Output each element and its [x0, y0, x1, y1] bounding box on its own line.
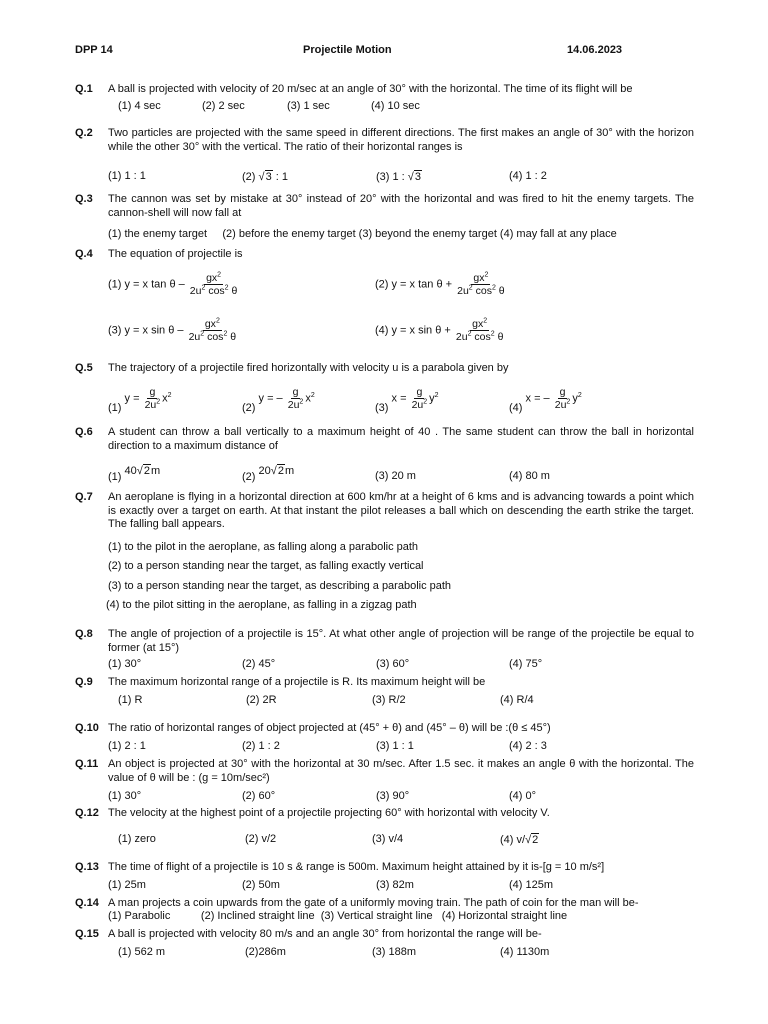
question-text: The equation of projectile is [108, 248, 243, 260]
options-q11 [108, 790, 694, 806]
radical-sign: √ [136, 465, 143, 477]
option-3: (3) 60° [376, 658, 410, 670]
option-2: (2) 45° [242, 658, 276, 670]
option-3: (3) 1 : 1 [376, 740, 414, 752]
question-number: Q.10 [75, 722, 99, 734]
radical-sign: √ [407, 171, 414, 183]
option-2: (2)286m [245, 946, 286, 958]
option-3: (3) to a person standing near the target, as describing a parabolic path [108, 580, 452, 592]
question-text: The trajectory of a projectile fired horizontally with velocity u is a parabola given by [108, 362, 509, 374]
option-3: (3) 90° [376, 790, 410, 802]
option-4: (4) v/√2 [500, 834, 539, 846]
question-text: The time of flight of a projectile is 10 s & range is 500m. Maximum height attained by it is-[g = 10 m/s²] [108, 861, 605, 873]
question-text: A student can throw a ball vertically to a maximum height of 40 . The same student can throw the ball in horizontal direction to a maximum distance of [108, 426, 694, 452]
option-3 [376, 170, 422, 183]
option-2: (2) 1 : 2 [242, 740, 280, 752]
doc-date: 14.06.2023 [567, 44, 623, 56]
option-label: (2) [242, 171, 256, 183]
option-1: (1) to the pilot in the aeroplane, as falling along a parabolic path [108, 541, 419, 553]
option-label: (3) 1 : [376, 171, 405, 183]
option-4: (4) x = – $\frac{g}{2u^2}$ $y^2$ [509, 386, 582, 415]
sqrt-three: 3 [414, 171, 421, 183]
option-label: (2) [242, 402, 256, 415]
doc-title: Projectile Motion [303, 44, 392, 56]
question-15 [75, 928, 694, 942]
option-4: (4) to the pilot sitting in the aeroplane, as falling in a zigzag path [106, 599, 417, 611]
option-2: (2) 20√2m [242, 465, 295, 483]
question-number: Q.13 [75, 861, 99, 873]
option-3: (3) v/4 [372, 833, 404, 845]
option-4: (4) 80 m [509, 470, 550, 482]
options-q2 [108, 170, 694, 186]
question-number: Q.6 [75, 426, 93, 438]
question-7 [75, 491, 694, 532]
option-1: (1) 40√2m [108, 465, 161, 483]
question-number: Q.4 [75, 248, 93, 260]
fraction: $\frac{gx^2}{2u^2 \cos^2 \theta}$ [188, 317, 237, 343]
option-1: (1) 562 m [118, 946, 166, 958]
question-14 [75, 897, 694, 911]
question-text: A man projects a coin upwards from the gate of a uniformly moving train. The path of coin for the man will be- [108, 897, 639, 909]
options-q14: (1) Parabolic (2) Inclined straight line (3) Vertical straight line (4) Horizontal straight line [108, 910, 568, 922]
option-ratio: : 1 [275, 171, 288, 183]
option-2: (2) y = – $\frac{g}{2u^2}$ $x^2$ [242, 386, 315, 415]
question-1 [75, 83, 694, 97]
doc-code: DPP 14 [75, 44, 113, 56]
question-12 [75, 807, 694, 821]
option-4: (4) 10 sec [371, 100, 420, 112]
question-number: Q.5 [75, 362, 93, 374]
options-q15 [108, 946, 694, 962]
option-label: (1) [108, 402, 122, 415]
question-number: Q.1 [75, 83, 93, 95]
option-4: (4) R/4 [500, 694, 534, 706]
option-1: (1) R [118, 694, 143, 706]
option-expr: (1) y = x tan θ – [108, 278, 185, 291]
option-expr: (4) y = x sin θ + [375, 324, 451, 337]
options-q9 [108, 694, 694, 710]
options-q13 [108, 879, 694, 895]
radical-sign: √ [258, 171, 265, 183]
option-1: (1) zero [118, 833, 156, 845]
option-2: (2) 50m [242, 879, 280, 891]
option-2: (2) 60° [242, 790, 276, 802]
option-3: (3) 82m [376, 879, 414, 891]
option-label: (3) [375, 402, 389, 415]
question-text: An object is projected at 30° with the horizontal at 30 m/sec. After 1.5 sec. it makes an angle θ with the horizontal. The value of θ will be : (g = 10m/sec²) [108, 758, 694, 784]
fraction: $\frac{gx^2}{2u^2 \cos^2 \theta}$ [455, 317, 504, 343]
question-11 [75, 758, 694, 785]
question-text: The angle of projection of a projectile is 15°. At what other angle of projection will be range of the projectile be equal to former (at 15°) [108, 628, 694, 654]
sqrt-two: 2 [532, 834, 539, 846]
question-number: Q.3 [75, 193, 93, 205]
option-4: (4) 1130m [500, 946, 550, 958]
question-text: The cannon was set by mistake at 30° instead of 20° with the horizontal and was fired to hit the enemy targets. The cannon-shell will now fall at [108, 193, 694, 219]
option-4 [375, 318, 505, 343]
option-4: (4) 2 : 3 [509, 740, 547, 752]
question-5 [75, 362, 694, 376]
options-q8 [108, 658, 694, 674]
question-number: Q.2 [75, 127, 93, 139]
option-1: (1) 30° [108, 658, 142, 670]
options-q10 [108, 740, 694, 756]
option-3: (3) 20 m [375, 470, 416, 482]
option-1: (1) 1 : 1 [108, 170, 146, 182]
sqrt-three: 3 [265, 171, 272, 183]
option-2: (2) 2R [246, 694, 277, 706]
option-expr: (3) y = x sin θ – [108, 324, 184, 337]
fraction: $\frac{gx^2}{2u^2 \cos^2 \theta}$ [457, 271, 505, 297]
question-number: Q.7 [75, 491, 93, 503]
option-1: (1) y = $\frac{g}{2u^2}$ $x^2$ [108, 386, 172, 415]
question-number: Q.8 [75, 628, 93, 640]
option-expr: (2) y = x tan θ + [375, 278, 453, 291]
option-2 [375, 272, 507, 297]
option-1 [108, 272, 239, 297]
option-4: (4) 1 : 2 [509, 170, 547, 182]
option-4: (4) 75° [509, 658, 543, 670]
fraction: $\frac{gx^2}{2u^2 \cos^2 \theta}$ [189, 271, 238, 297]
question-6 [75, 426, 694, 453]
option-2: (2) v/2 [245, 833, 277, 845]
options-q1 [108, 100, 694, 116]
question-number: Q.9 [75, 676, 93, 688]
option-2: (2) 2 sec [202, 100, 245, 112]
question-text: A ball is projected with velocity 80 m/s and an angle 30° from horizontal the range will be- [108, 928, 542, 940]
question-13 [75, 861, 694, 875]
question-number: Q.11 [75, 758, 99, 770]
option-1: (1) 2 : 1 [108, 740, 146, 752]
question-number: Q.12 [75, 807, 99, 819]
option-2 [242, 170, 288, 183]
question-text: The velocity at the highest point of a projectile projecting 60° with horizontal with velocity V. [108, 807, 550, 819]
question-3 [75, 193, 694, 220]
question-text: The maximum horizontal range of a projectile is R. Its maximum height will be [108, 676, 486, 688]
option-label: (4) [509, 402, 523, 415]
option-1: (1) 30° [108, 790, 142, 802]
question-text: Two particles are projected with the same speed in different directions. The first makes an angle of 30° with the horizon while the other 30° with the vertical. The ratio of their horizontal ranges is [108, 127, 694, 153]
radical-sign: √ [270, 465, 277, 477]
option-4: (4) 0° [509, 790, 537, 802]
option-3: (3) x = $\frac{g}{2u^2}$ $y^2$ [375, 386, 439, 415]
question-text: A ball is projected with velocity of 20 m/sec at an angle of 30° with the horizontal. The time of its flight will be [108, 83, 633, 95]
options-q12 [108, 833, 694, 849]
option-2: (2) to a person standing near the target, as falling exactly vertical [108, 560, 424, 572]
question-10 [75, 722, 694, 736]
question-number: Q.15 [75, 928, 99, 940]
option-4: (4) 125m [509, 879, 554, 891]
options-q3: (1) the enemy target (2) before the enemy target (3) beyond the enemy target (4) may fall at any place [108, 228, 617, 240]
question-8 [75, 628, 694, 655]
question-2 [75, 127, 694, 154]
question-9 [75, 676, 694, 690]
option-3: (3) R/2 [372, 694, 406, 706]
option-3: (3) 1 sec [287, 100, 330, 112]
question-4 [75, 248, 694, 262]
option-3: (3) 188m [372, 946, 417, 958]
question-number: Q.14 [75, 897, 99, 909]
question-text: An aeroplane is flying in a horizontal direction at 600 km/hr at a height of 6 kms and is advancing towards a point which is exactly over a target on earth. At that instant the pilot releases a ball which on descending the earth strike the target. The falling ball appears. [108, 491, 694, 530]
question-text: The ratio of horizontal ranges of object projected at (45° + θ) and (45° – θ) will be :(θ ≤ 45°) [108, 722, 551, 734]
option-1: (1) 25m [108, 879, 146, 891]
option-3 [108, 318, 238, 343]
option-1: (1) 4 sec [118, 100, 161, 112]
radical-sign: √ [525, 834, 532, 846]
